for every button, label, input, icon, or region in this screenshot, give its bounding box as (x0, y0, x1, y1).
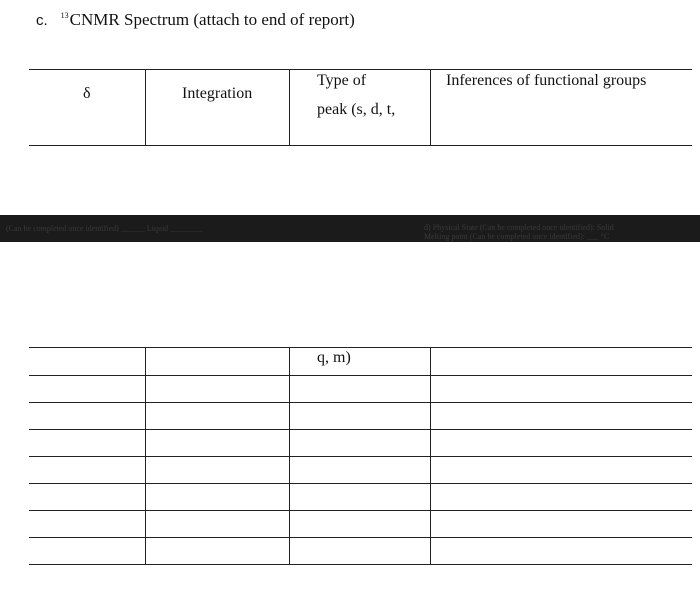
header-integration: Integration (182, 85, 253, 102)
table-row-border (29, 429, 692, 430)
table-row-border (29, 537, 692, 538)
column-divider (430, 69, 431, 146)
header-inferences: Inferences of functional groups (446, 72, 647, 89)
column-divider (289, 69, 290, 146)
column-divider (145, 69, 146, 146)
table-row-border (29, 483, 692, 484)
table-row-border (29, 347, 692, 348)
header-type-line1: Type of (317, 72, 367, 89)
header-type-line3: q, m) (317, 349, 351, 366)
table-row-border (29, 456, 692, 457)
table-top-border (29, 69, 692, 70)
column-divider (430, 347, 431, 565)
section-letter: c. (36, 12, 48, 29)
table-bottom-border (29, 564, 692, 565)
overlay-right-text-2: Melting point (Can be completed once identified): ___ °C (424, 232, 610, 241)
overlay-left-text: (Can be completed once identified) ______ Liquid ________ (6, 224, 203, 233)
table-row-border (29, 510, 692, 511)
column-divider (145, 347, 146, 565)
column-divider (289, 347, 290, 565)
overlay-right-text-1: d) Physical State (Can be completed once identified): Solid (424, 223, 614, 232)
table-row-border (29, 375, 692, 376)
header-type-line2: peak (s, d, t, (317, 101, 396, 118)
isotope-superscript: 13 (60, 11, 69, 20)
redaction-band (0, 215, 700, 242)
table-header-bottom-border (29, 145, 692, 146)
header-delta: δ (83, 85, 91, 102)
section-heading (36, 10, 355, 30)
table-row-border (29, 402, 692, 403)
section-title: CNMR Spectrum (attach to end of report) (69, 10, 355, 29)
